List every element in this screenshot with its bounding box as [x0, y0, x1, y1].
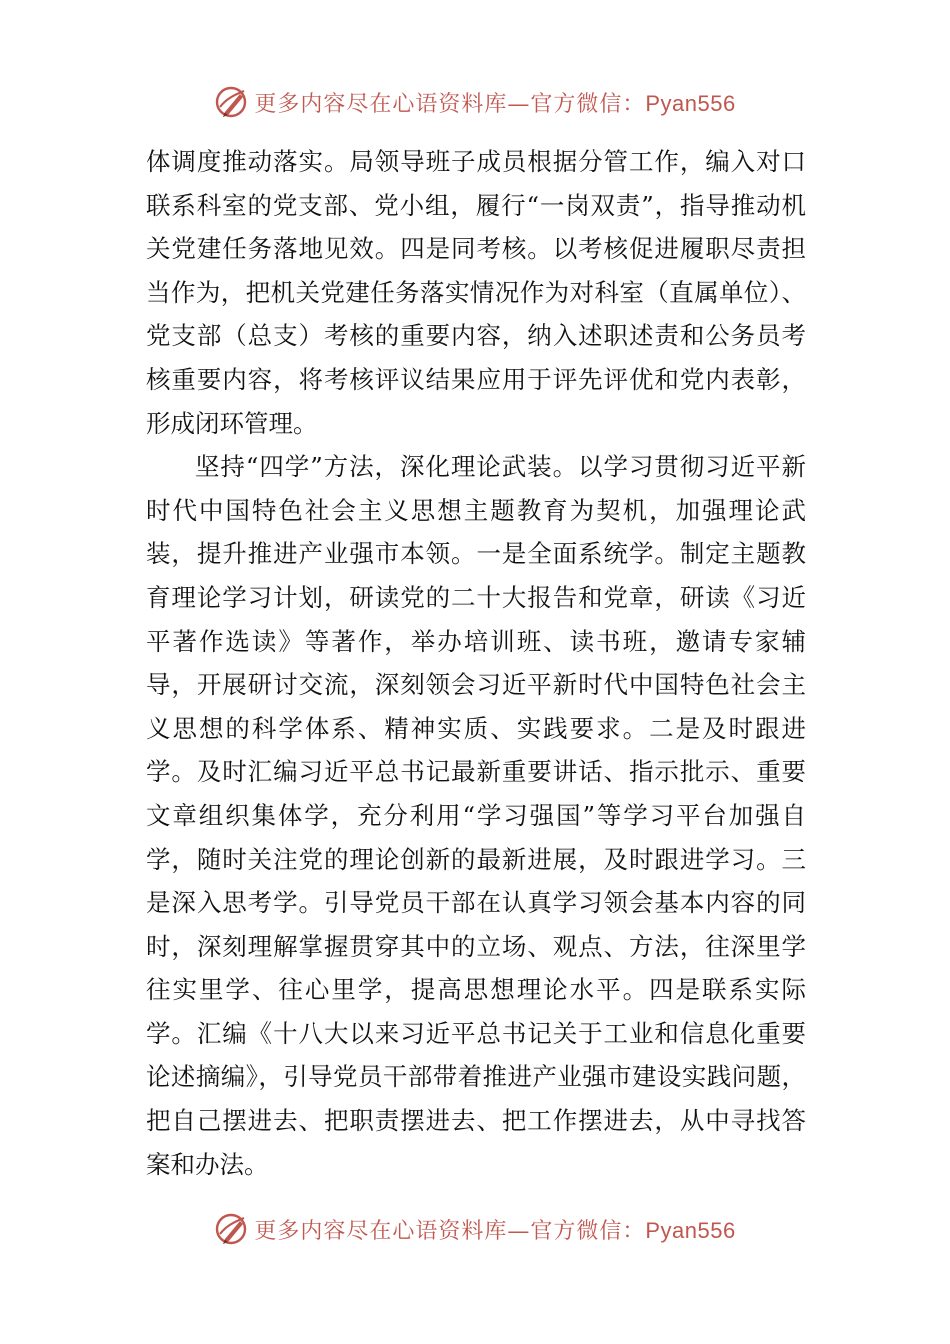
banner-text: 更多内容尽在心语资料库—官方微信：Pyan556: [254, 90, 736, 117]
banner-text: 更多内容尽在心语资料库—官方微信：Pyan556: [254, 1217, 736, 1244]
paragraph-1: 体调度推动落实。局领导班子成员根据分管工作，编入对口联系科室的党支部、党小组，履行“一岗双责”，指导推动机关党建任务落地见效。四是同考核。以考核促进履职尽责担当作为，把机关党建任务落实情况作为对科室（直属单位）、党支部（总支）考核的重要内容，纳入述职述责和公务员考核重要内容，将考核评议结果应用于评先评优和党内表彰，形成闭环管理。: [146, 147, 806, 438]
paragraph-2: 坚持“四学”方法，深化理论武装。以学习贯彻习近平新时代中国特色社会主义思想主题教育为契机，加强理论武装，提升推进产业强市本领。一是全面系统学。制定主题教育理论学习计划，研读党的二十大报告和党章，研读《习近平著作选读》等著作，举办培训班、读书班，邀请专家辅导，开展研讨交流，深刻领会习近平新时代中国特色社会主义思想的科学体系、精神实质、实践要求。二是及时跟进学。及时汇编习近平总书记最新重要讲话、指示批示、重要文章组织集体学，充分利用“学习强国”等学习平台加强自学，随时关注党的理论创新的最新进展，及时跟进学习。三是深入思考学。引导党员干部在认真学习领会基本内容的同时，深刻理解掌握贯穿其中的立场、观点、方法，往深里学往实里学、往心里学，提高思想理论水平。四是联系实际学。汇编《十八大以来习近平总书记关于工业和信息化重要论述摘编》，引导党员干部带着推进产业强市建设实践问题，把自己摆进去、把职责摆进去、把工作摆进去，从中寻找答案和办法。: [146, 452, 806, 1179]
footer-banner: [0, 1209, 950, 1249]
header-banner: [0, 82, 950, 122]
document-body: [146, 140, 806, 1186]
pen-circle-logo-icon: [214, 85, 248, 119]
wechat-id: Pyan556: [645, 1217, 736, 1243]
pen-circle-logo-icon: [214, 1212, 248, 1246]
wechat-id: Pyan556: [645, 90, 736, 116]
